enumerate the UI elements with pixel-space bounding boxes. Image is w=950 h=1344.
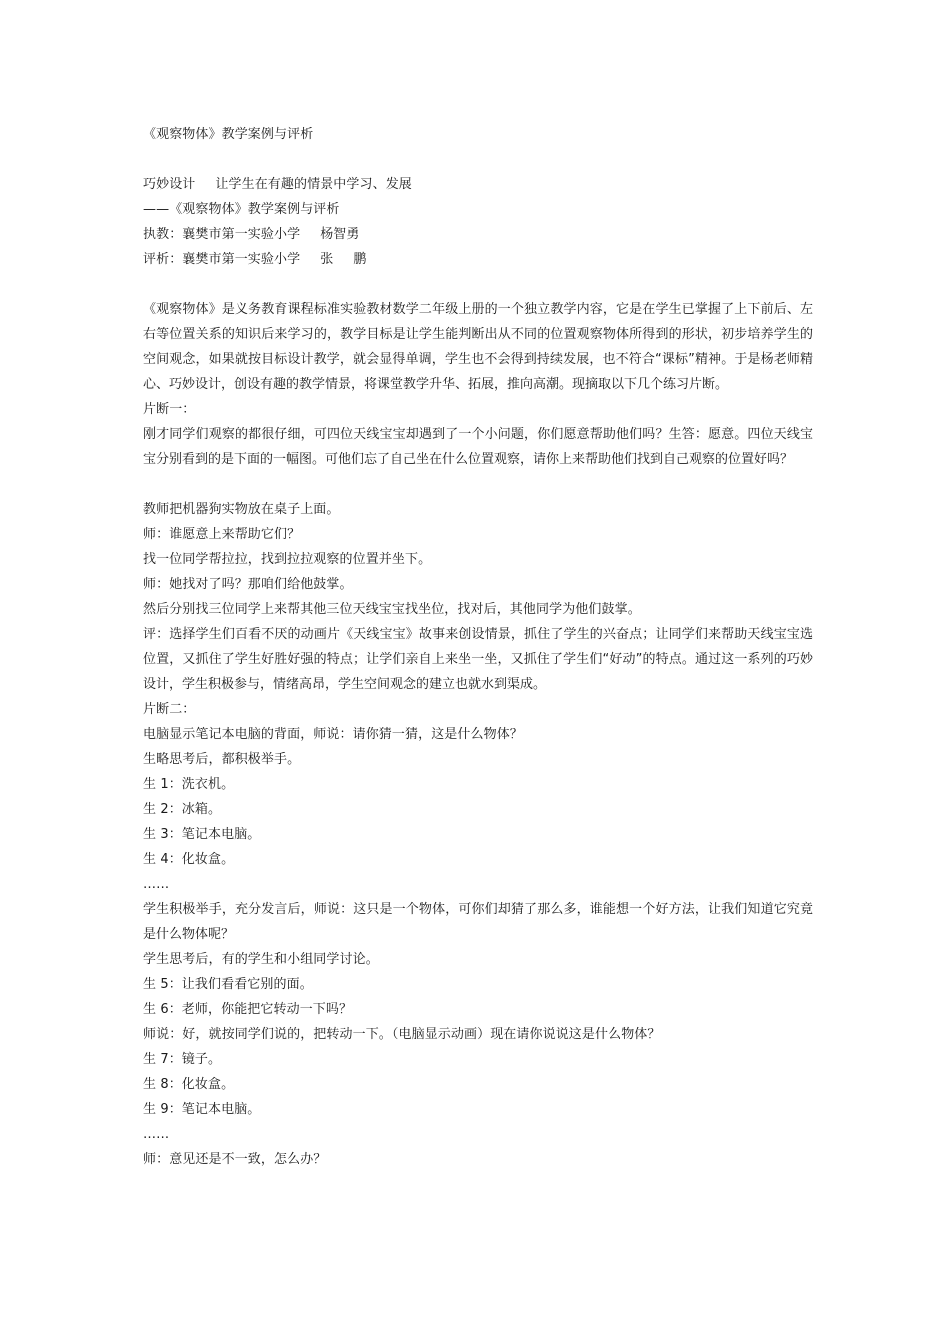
- headline-part-a: 巧妙设计: [143, 177, 196, 192]
- spacer: [143, 272, 813, 297]
- segment-2-line: 学生思考后，有的学生和小组同学讨论。: [143, 952, 379, 967]
- segment-2-line: 生 2：冰箱。: [143, 802, 222, 817]
- segment-1-line: 师：她找对了吗？那咱们给他鼓掌。: [143, 577, 353, 592]
- segment-1-line: 找一位同学帮拉拉，找到拉拉观察的位置并坐下。: [143, 552, 432, 567]
- segment-1-label: 片断一：: [143, 402, 196, 417]
- headline-part-b: 让学生在有趣的情景中学习、发展: [215, 177, 412, 192]
- segment-2-label: 片断二：: [143, 702, 196, 717]
- reviewer-name-b: 鹏: [353, 252, 367, 267]
- intro-paragraph: 《观察物体》是义务教育课程标准实验教材数学二年级上册的一个独立教学内容，它是在学生已掌握了上下前后、左右等位置关系的知识后来学习的，教学目标是让学生能判断出从不同的位置观察物体所得到的形状，初步培养学生的空间观念，如果就按目标设计教学，就会显得单调，学生也不会得到持续发展，也不符合“课标”精神。于是杨老师精心、巧妙设计，创设有趣的教学情景，将课堂教学升华、拓展，推向高潮。现摘取以下几个练习片断。: [143, 302, 813, 392]
- teacher-name: 杨智勇: [320, 227, 360, 242]
- segment-2-paragraph: 学生积极举手，充分发言后，师说：这只是一个物体，可你们却猜了那么多，谁能想一个好方法，让我们知道它究竟是什么物体呢？: [143, 902, 813, 942]
- segment-2-line: 生 8：化妆盒。: [143, 1077, 235, 1092]
- document-title: 《观察物体》教学案例与评析: [143, 127, 314, 142]
- reviewer-label: 评析：襄樊市第一实验小学: [143, 252, 301, 267]
- segment-2-line: 生 9：笔记本电脑。: [143, 1102, 261, 1117]
- teacher-label: 执教：襄樊市第一实验小学: [143, 227, 301, 242]
- reviewer-credit: [143, 247, 813, 272]
- segment-1-paragraph: 刚才同学们观察的都很仔细，可四位天线宝宝却遇到了一个小问题，你们愿意帮助他们吗？生答：愿意。四位天线宝宝分别看到的是下面的一幅图。可他们忘了自己坐在什么位置观察，请你上来帮助他们找到自己观察的位置好吗？: [143, 427, 813, 467]
- spacer: [143, 147, 813, 172]
- headline: [143, 172, 813, 197]
- segment-2-line: 电脑显示笔记本电脑的背面，师说：请你猜一猜，这是什么物体？: [143, 727, 523, 742]
- segment-2-line: ……: [143, 877, 170, 892]
- segment-1-line: 教师把机器狗实物放在桌子上面。: [143, 502, 340, 517]
- segment-2-line: 师：意见还是不一致，怎么办？: [143, 1152, 327, 1167]
- document-page: [143, 122, 813, 1172]
- segment-2-line: 师说：好，就按同学们说的，把转动一下。（电脑显示动画）现在请你说说这是什么物体？: [143, 1027, 661, 1042]
- segment-2-line: 生 3：笔记本电脑。: [143, 827, 261, 842]
- segment-2-line: 生 4：化妆盒。: [143, 852, 235, 867]
- segment-1-line: 然后分别找三位同学上来帮其他三位天线宝宝找坐位，找对后，其他同学为他们鼓掌。: [143, 602, 641, 617]
- subtitle: ——《观察物体》教学案例与评析: [143, 202, 340, 217]
- segment-2-line: 生略思考后，都积极举手。: [143, 752, 301, 767]
- segment-2-line: 生 1：洗衣机。: [143, 777, 235, 792]
- segment-2-line: 生 7：镜子。: [143, 1052, 222, 1067]
- segment-1-review: 评：选择学生们百看不厌的动画片《天线宝宝》故事来创设情景，抓住了学生的兴奋点；让同学们来帮助天线宝宝选位置，又抓住了学生好胜好强的特点；让学们亲自上来坐一坐，又抓住了学生们“好动”的特点。通过这一系列的巧妙设计，学生积极参与，情绪高昂，学生空间观念的建立也就水到渠成。: [143, 627, 813, 692]
- segment-2-line: ……: [143, 1127, 170, 1142]
- teacher-credit: [143, 222, 813, 247]
- spacer: [143, 472, 813, 497]
- segment-2-line: 生 5：让我们看看它别的面。: [143, 977, 313, 992]
- segment-2-line: 生 6：老师，你能把它转动一下吗？: [143, 1002, 353, 1017]
- segment-1-line: 师：谁愿意上来帮助它们？: [143, 527, 301, 542]
- reviewer-name-a: 张: [320, 252, 334, 267]
